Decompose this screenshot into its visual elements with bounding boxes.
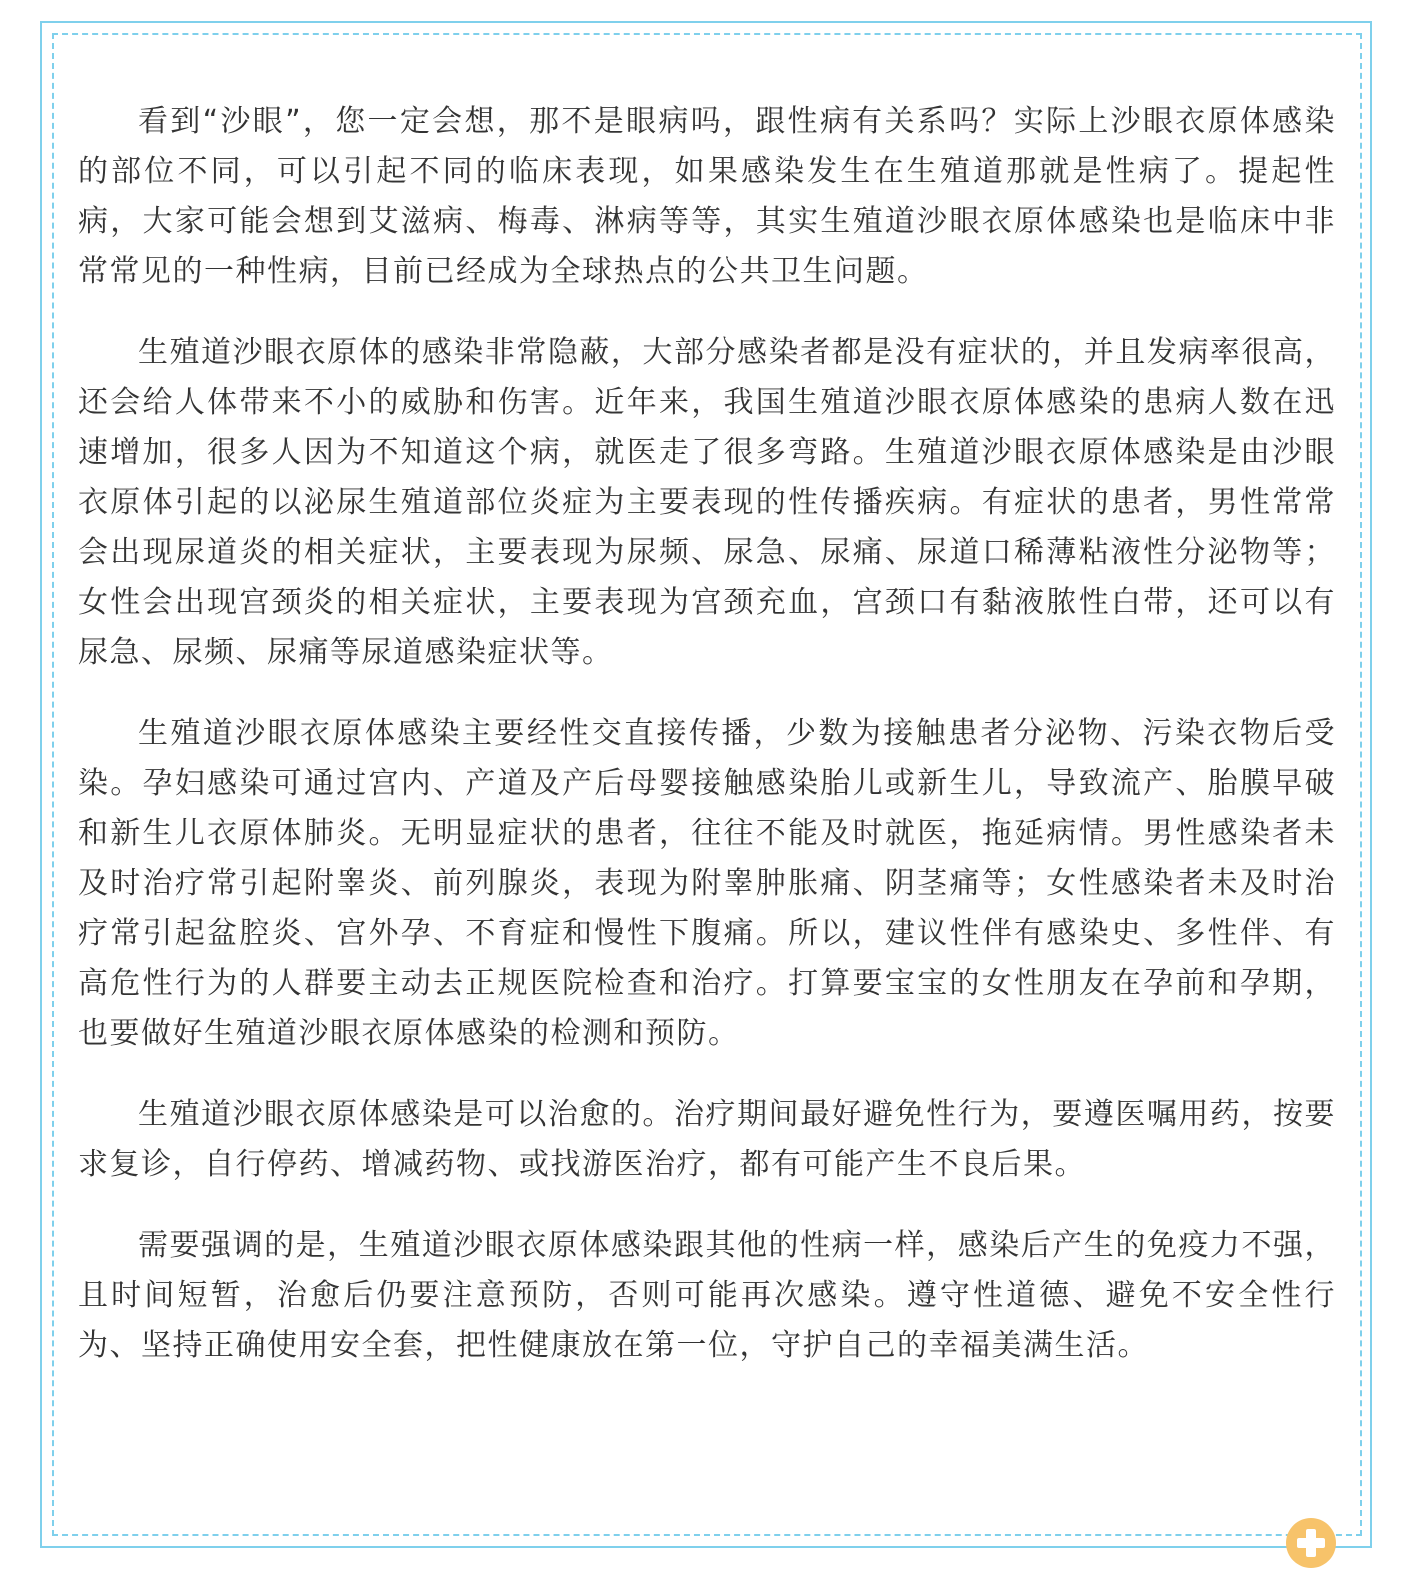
article-paragraph-2: 生殖道沙眼衣原体的感染非常隐蔽，大部分感染者都是没有症状的，并且发病率很高，还会给人体带来不小的威胁和伤害。近年来，我国生殖道沙眼衣原体感染的患病人数在迅速增加，很多人因为不知道这个病，就医走了很多弯路。生殖道沙眼衣原体感染是由沙眼衣原体引起的以泌尿生殖道部位炎症为主要表现的性传播疾病。有症状的患者，男性常常会出现尿道炎的相关症状，主要表现为尿频、尿急、尿痛、尿道口稀薄粘液性分泌物等；女性会出现宫颈炎的相关症状，主要表现为宫颈充血，宫颈口有黏液脓性白带，还可以有尿急、尿频、尿痛等尿道感染症状等。 xyxy=(78,335,1336,670)
article-body xyxy=(78,97,1336,1402)
plus-icon xyxy=(1286,1518,1336,1568)
article-paragraph-5: 需要强调的是，生殖道沙眼衣原体感染跟其他的性病一样，感染后产生的免疫力不强，且时间短暂，治愈后仍要注意预防，否则可能再次感染。遵守性道德、避免不安全性行为、坚持正确使用安全套，把性健康放在第一位，守护自己的幸福美满生活。 xyxy=(78,1228,1336,1363)
article-paragraph-1: 看到“沙眼”，您一定会想，那不是眼病吗，跟性病有关系吗？实际上沙眼衣原体感染的部位不同，可以引起不同的临床表现，如果感染发生在生殖道那就是性病了。提起性病，大家可能会想到艾滋病、梅毒、淋病等等，其实生殖道沙眼衣原体感染也是临床中非常常见的一种性病，目前已经成为全球热点的公共卫生问题。 xyxy=(78,104,1336,289)
plus-icon-vertical-bar xyxy=(1306,1529,1316,1557)
article-paragraph-3: 生殖道沙眼衣原体感染主要经性交直接传播，少数为接触患者分泌物、污染衣物后受染。孕妇感染可通过宫内、产道及产后母婴接触感染胎儿或新生儿，导致流产、胎膜早破和新生儿衣原体肺炎。无明显症状的患者，往往不能及时就医，拖延病情。男性感染者未及时治疗常引起附睾炎、前列腺炎，表现为附睾肿胀痛、阴茎痛等；女性感染者未及时治疗常引起盆腔炎、宫外孕、不育症和慢性下腹痛。所以，建议性伴有感染史、多性伴、有高危性行为的人群要主动去正规医院检查和治疗。打算要宝宝的女性朋友在孕前和孕期，也要做好生殖道沙眼衣原体感染的检测和预防。 xyxy=(78,716,1336,1051)
article-paragraph-4: 生殖道沙眼衣原体感染是可以治愈的。治疗期间最好避免性行为，要遵医嘱用药，按要求复诊，自行停药、增减药物、或找游医治疗，都有可能产生不良后果。 xyxy=(78,1097,1336,1182)
